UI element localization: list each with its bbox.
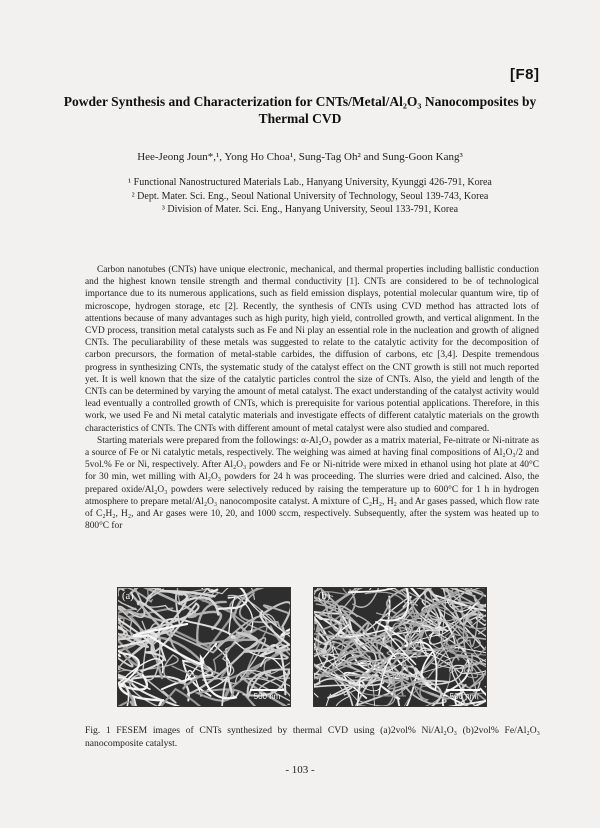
page-number: - 103 -	[285, 764, 315, 776]
figure-caption: Fig. 1 FESEM images of CNTs synthesized by thermal CVD using (a)2vol% Ni/Al₂O₃ (b)2vol% Fe/Al₂O₃ nanocomposite catalyst.	[85, 725, 540, 749]
paper-title: Powder Synthesis and Characterization for CNTs/Metal/Al₂O₃ Nanocomposites by Thermal CVD	[63, 94, 537, 126]
body-text	[85, 264, 539, 532]
scale-label-a: 500 nm	[253, 692, 281, 701]
author-list: Hee-Jeong Joun*,¹, Yong Ho Choa¹, Sung-Tag Oh² and Sung-Goon Kang³	[137, 151, 463, 163]
figure-panel-a	[117, 587, 291, 707]
affiliations	[90, 176, 530, 217]
affiliation-2: ² Dept. Mater. Sci. Eng., Seoul National University of Technology, Seoul 139-743, Korea	[131, 190, 489, 202]
panel-label-b: (b)	[318, 591, 331, 602]
scale-bar-a	[250, 689, 284, 701]
paragraph-methods: Starting materials were prepared from the followings: α-Al₂O₃ powder as a matrix material, Fe-nitrate or Ni-nitrate as a source of Fe or Ni catalytic metals, respectively. The weighing was aimed at having final compositions of Al₂O₃/2 and 5vol.% Fe or Ni, respectively. After Al₂O₃ powders and Fe or Ni-nitride were mixed in ethanol using hot plate at 40°C for 30 min, wet milling with Al₂O₃ powders for 24 h was proceeding. The slurries were dried and calcined. Also, the prepared oxide/Al₂O₃ powders were selectively reduced by raising the temperature up to 600°C for 1 h in hydrogen atmosphere to prepare metal/Al₂O₃ nanocomposite catalyst. A mixture of C₂H₂, H₂ and Ar gases passed, which flow rate of C₂H₂, H₂, and Ar gases were 10, 20, and 1000 sccm, respectively. Subsequently, after the system was heated up to 800°C for	[85, 435, 539, 532]
scale-label-b: 500 nm	[449, 692, 477, 701]
paragraph-intro: Carbon nanotubes (CNTs) have unique electronic, mechanical, and thermal properties including ballistic conduction and the highest known tensile strength and thermal conductivity [1]. CNTs are considered to be of technological importance due to its numerous applications, such as field emission displays, potential molecular quantum wire, tip of microscope, hydrogen storage, etc [2]. Recently, the synthesis of CNTs using CVD method has attracted lots of attentions because of many advantages such as high purity, high yield, controlled growth, and vertical alignment. In the CVD process, transition metal catalysts such as Fe and Ni play an essential role in the nucleation and growth of aligned CNTs. The peculiarability of these metals was suggested to relate to the catalytic activity for the decomposition of carbon precursors, the formation of metal-stable carbides, the diffusion of carbons, etc [3,4]. Despite tremendous progress in synthesizing CNTs, the systematic study of the catalyst effect on the CNT growth is still not much reported yet. It is well known that the size of the catalytic particles control the size of CNTs. Also, the yield and length of the CNTs can be determined by varying the amount of metal catalyst. The exact understanding of the catalyst activity would lead eventually a controlled growth of CNTs, which is prerequisite for various potential applications. Therefore, in this work, we used Fe and Ni metal catalytic materials and investigate effects of different catalytic materials on the growth characteristics of CNTs. The CNTs with different amount of metal catalyst were also studied and compared.	[85, 265, 539, 434]
figure-panel-b	[313, 587, 487, 707]
affiliation-3: ³ Division of Mater. Sci. Eng., Hanyang University, Seoul 133-791, Korea	[161, 204, 459, 215]
scale-bar-b	[446, 689, 480, 701]
affiliation-1: ¹ Functional Nanostructured Materials Lab., Hanyang University, Kyunggi 426-791, Korea	[128, 177, 492, 188]
panel-label-a: (a)	[122, 591, 134, 602]
section-tag: [F8]	[510, 66, 540, 83]
